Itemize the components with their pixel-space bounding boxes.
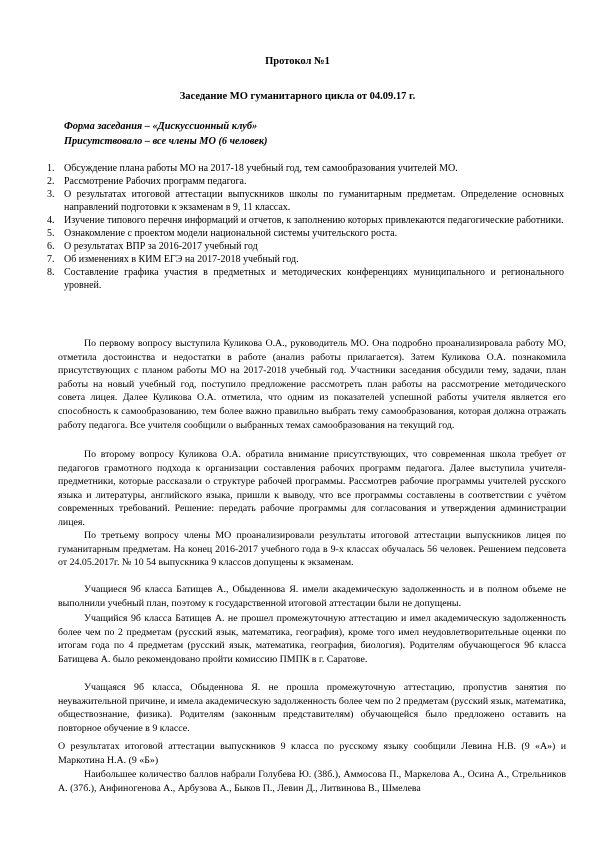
agenda-item: 3. О результатах итоговой аттестации выпускников школы по гуманитарным предметам. Определение основных направлений подготовки к экзаменам в 9, 11 классах.: [47, 189, 564, 213]
agenda-list: [42, 162, 564, 292]
paragraph-third-question: По третьему вопросу члены МО проанализировали результаты итоговой аттестации выпускников лицея по гуманитарным предметам. На конец 2016-2017 учебного года в 9-х классах обучалась 56 человек. Решением педсовета от 24.05.2017г. № 10 54 выпускника 9 классов допущены к экзаменам.: [58, 530, 566, 569]
agenda-item: 8. Составление графика участия в предметных и методических конференциях муниципального и регионального уровней.: [47, 267, 564, 291]
paragraph-results-russian: О результатах итоговой аттестации выпускников 9 класса по русскому языку сообщили Левина Н.В. (9 «А») и Маркотина Н.А. (9 «Б»): [58, 741, 566, 766]
agenda-item: 1. Обсуждение плана работы МО на 2017-18 учебный год, тем самообразования учителей МО.: [47, 163, 458, 174]
paragraph-first-question: По первому вопросу выступила Куликова О.А., руководитель МО. Она подробно проанализировала работу МО, отметила достоинства и недостатки в работе (анализ работы прилагается). Затем Куликова О.А. познакомила присутствующих с планом работы МО на 2017-2018 учебный год. Участники заседания обсудили тему, задачи, план работы на новый учебный год, поступило предложение рассмотреть план работы на рассмотрение методического совета лицея. Далее Куликова О.А. отметила, что одним из показателей успешной работы учителя является его способность к самообразованию, тем более важно правильно выбрать тему самообразования, которая должна отражать работу педагога. Все учителя сообщили о выбранных темах самообразования на текущий год.: [58, 338, 566, 431]
agenda-item: 5. Ознакомление с проектом модели национальной системы учительского роста.: [47, 228, 398, 239]
paragraph-top-scores: Наибольшее количество баллов набрали Голубева Ю. (38б.), Аммосова П., Маркелова А., Осина А., Стрельников А. (37б.), Анфиногенова А., Арбузова А., Быков П., Левин Д., Литвинова В., Шмелева: [58, 769, 566, 794]
agenda-item: 2. Рассмотрение Рабочих программ педагога.: [47, 176, 247, 187]
meeting-form: Форма заседания – «Дискуссионный клуб»: [64, 121, 258, 132]
meeting-attendance: Присутствовало – все члены МО (6 человек): [64, 136, 268, 147]
paragraph-batishchev: Учащийся 9б класса Батищев А. не прошел промежуточную аттестацию и имел академическую задолженность более чем по 2 предметам (русский язык, математика, география), кроме того имел неудовлетворительные оценки по итогам года по 4 предметам (русский язык, математика, география, биология). Родителям обучающегося 9б класса Батищева А. было рекомендовано пройти комиссию ПМПК в г. Саратове.: [58, 613, 566, 665]
meeting-subtitle: Заседание МО гуманитарного цикла от 04.09.17 г.: [179, 91, 416, 102]
paragraph-admission: Учащиеся 9б класса Батищев А., Обыденнова Я. имели академическую задолженность и в полном объеме не выполнили учебный план, поэтому к государственной итоговой аттестации были не допущены.: [58, 584, 566, 609]
paragraph-second-question: По второму вопросу Куликова О.А. обратила внимание присутствующих, что современная школа требует от педагогов грамотного подхода к организации составления рабочих программ педагога. Далее выступила учителя-предметники, которые рассказали о структуре рабочей программы. Рассмотрев рабочие программы учителей русского языка и литературы, английского языка, пришли к выводу, что все программы составлены в соответствии с учётом современных требований. Решение: передать рабочие программы для согласования и утверждения администрации лицея.: [58, 449, 566, 528]
paragraph-obydennova: Учащаяся 9б класса, Обыденнова Я. не прошла промежуточную аттестацию, пропустив занятия по неуважительной причине, и имела академическую задолженность более чем по 2 предметам (русский язык, математика, обществознание, физика). Родителям (законным представителям) обучающейся было предложено оставить на повторное обучение в 9 классе.: [58, 682, 566, 734]
agenda-item: 4. Изучение типового перечня информаций и отчетов, к заполнению которых привлекаются педагогические работники.: [47, 215, 564, 226]
agenda-item: 6. О результатах ВПР за 2016-2017 учебный год: [47, 241, 258, 252]
protocol-title: Протокол №1: [265, 56, 330, 67]
agenda-item: 7. Об изменениях в КИМ ЕГЭ на 2017-2018 учебный год.: [47, 254, 299, 265]
